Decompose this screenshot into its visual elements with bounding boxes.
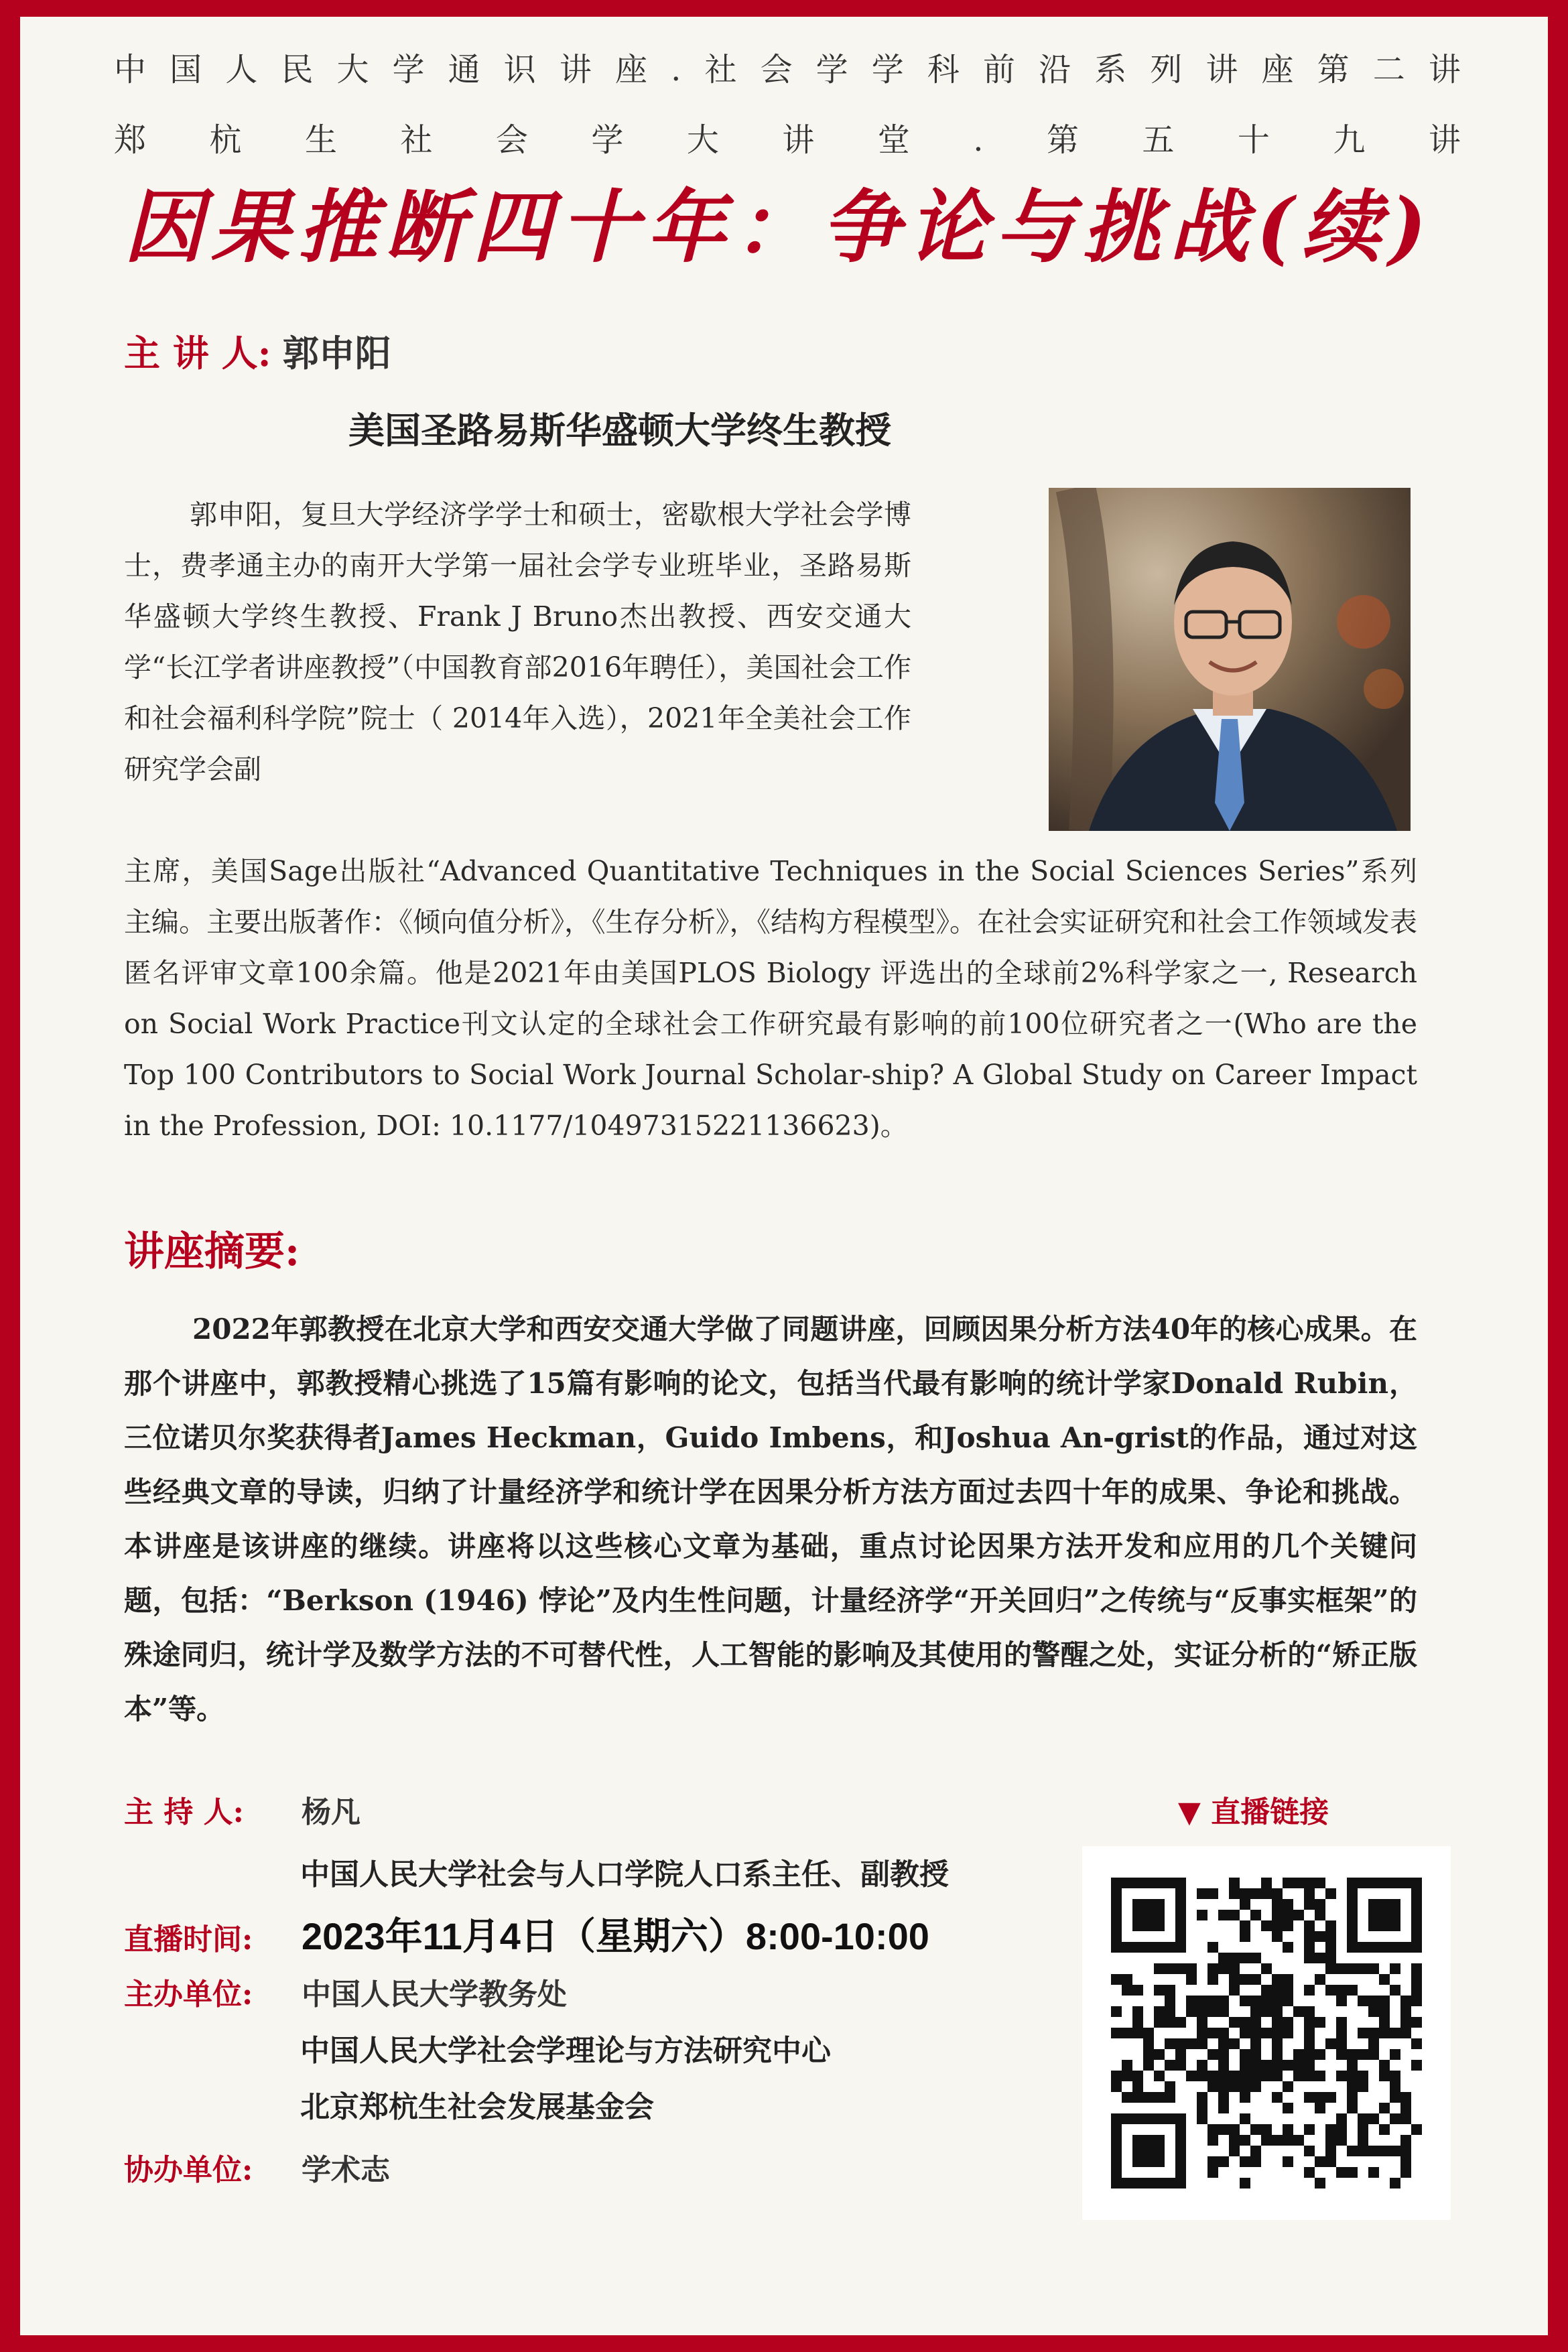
header-char: 讲: [1428, 51, 1461, 88]
header-char: 大: [336, 51, 369, 88]
speaker-bio-part2: 主席，美国Sage出版社“Advanced Quantitative Techniques in the Social Sciences Series”系列主编。主要出版著作：《倾向值分析》，《生存分析》，《结构方程模型》。在社会实证研究和社会工作领域发表匿名评审文章100余篇。他是2021年由美国PLOS Biology 评选出的全球前2%科学家之一, Research on Social Work Practice刊文认定的全球社会工作研究最有影响的前100位研究者之一(Who are the Top 100 Contributors to Social Work Journal Scholar-ship? A Global Study on Career Impact in the Profession, DOI: 10.1177/10497315221136623)。: [124, 855, 1417, 1142]
header-char: 讲: [782, 121, 815, 159]
speaker-name: 郭申阳: [282, 332, 391, 375]
header-char: 社: [704, 51, 737, 88]
header-char: 座: [1261, 51, 1294, 88]
header-char: 第: [1046, 121, 1079, 159]
header-char: 五: [1142, 121, 1175, 159]
header-char: 堂: [877, 121, 910, 159]
header-char: 讲: [1205, 51, 1238, 88]
header-char: 九: [1333, 121, 1366, 159]
header-char: 大: [686, 121, 719, 159]
organizer-2: 中国人民大学社会学理论与方法研究中心: [300, 2034, 831, 2068]
live-time-row: [124, 1915, 929, 1957]
speaker-bio-part1: 郭申阳，复旦大学经济学学士和硕士，密歇根大学社会学博士，费孝通主办的南开大学第一届社会学专业班毕业，圣路易斯华盛顿大学终生教授、Frank J Bruno杰出教授、西安交通大学“长江学者讲座教授”（中国教育部2016年聘任），美国社会工作和社会福利科学院”院士（ 2014年入选），2021年全美社会工作研究学会副: [124, 499, 911, 785]
header-char: .: [671, 51, 681, 88]
header-char: 社: [400, 121, 433, 159]
co-organizer-name: 学术志: [302, 2153, 390, 2187]
header-char: 会: [495, 121, 528, 159]
lecture-title: 因果推断四十年：争论与挑战(续): [124, 180, 1435, 273]
host-name: 杨凡: [302, 1795, 361, 1829]
speaker-label: 主 讲 人:: [124, 332, 271, 375]
header-char: 列: [1150, 51, 1183, 88]
abstract-text: 2022年郭教授在北京大学和西安交通大学做了同题讲座，回顾因果分析方法40年的核心成果。在那个讲座中，郭教授精心挑选了15篇有影响的论文，包括当代最有影响的统计学家Donald Rubin，三位诺贝尔奖获得者James Heckman，Guido Imbens，和Joshua An-grist的作品，通过对这些经典文章的导读，归纳了计量经济学和统计学在因果分析方法方面过去四十年的成果、争论和挑战。本讲座是该讲座的继续。讲座将以这些核心文章为基础，重点讨论因果方法开发和应用的几个关键问题，包括：“Berkson (1946) 悖论”及内生性问题，计量经济学“开关回归”之传统与“反事实框架”的殊途同归，统计学及数学方法的不可替代性，人工智能的影响及其使用的警醒之处，实证分析的“矫正版本”等。: [124, 1313, 1417, 1725]
host-label: 主 持 人:: [124, 1795, 244, 1829]
qr-code-graphic[interactable]: [1082, 1846, 1451, 2220]
co-organizer-label: 协办单位:: [124, 2153, 253, 2187]
header-char: 人: [225, 51, 258, 88]
header-char: 郑: [114, 121, 147, 159]
header-char: 讲: [559, 51, 592, 88]
header-char: 讲: [1428, 121, 1461, 159]
header-char: 民: [281, 51, 314, 88]
live-link-label: ▼ 直播链接: [1178, 1795, 1329, 1829]
header-char: 中: [114, 51, 147, 88]
header-char: 座: [614, 51, 647, 88]
co-organizer-row: [124, 2153, 390, 2187]
header-char: 通: [448, 51, 480, 88]
host-row: [124, 1795, 361, 1829]
header-char: 杭: [209, 121, 242, 159]
header-line-1: [114, 51, 1461, 88]
speaker-portrait-illustration: [1049, 488, 1411, 831]
header-char: 科: [927, 51, 960, 88]
speaker-photo: [1049, 488, 1411, 831]
host-affiliation: 中国人民大学社会与人口学院人口系主任、副教授: [300, 1857, 949, 1892]
header-char: 二: [1372, 51, 1405, 88]
header-char: 学: [591, 121, 624, 159]
header-char: 前: [983, 51, 1016, 88]
header-char: 第: [1317, 51, 1350, 88]
speaker-affiliation: 美国圣路易斯华盛顿大学终生教授: [348, 409, 891, 452]
header-char: .: [973, 121, 984, 159]
header-char: 学: [392, 51, 425, 88]
header-char: 国: [170, 51, 202, 88]
header-char: 沿: [1039, 51, 1071, 88]
live-time-value: 2023年11月4日（星期六）8:00-10:00: [302, 1915, 929, 1957]
header-char: 十: [1237, 121, 1270, 159]
header-char: 识: [503, 51, 536, 88]
header-char: 学: [815, 51, 848, 88]
header-char: 学: [871, 51, 904, 88]
header-char: 系: [1094, 51, 1127, 88]
live-stream-qr-code[interactable]: [1082, 1846, 1451, 2220]
header-line-2: [114, 121, 1461, 159]
header-char: 会: [760, 51, 793, 88]
organizer-row: [124, 1977, 567, 2012]
organizer-3: 北京郑杭生社会发展基金会: [300, 2090, 654, 2124]
organizer-label: 主办单位:: [124, 1977, 253, 2012]
abstract-heading: 讲座摘要:: [124, 1228, 300, 1275]
organizer-1: 中国人民大学教务处: [302, 1977, 567, 2012]
speaker-row: [124, 332, 391, 375]
live-time-label: 直播时间:: [124, 1922, 253, 1957]
header-char: 生: [304, 121, 337, 159]
